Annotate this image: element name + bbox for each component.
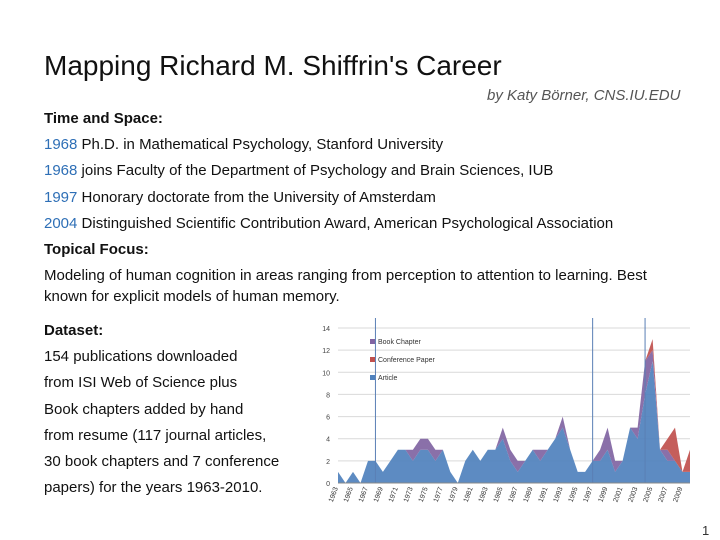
x-tick-label: 2003 bbox=[627, 486, 640, 504]
x-tick-label: 1971 bbox=[387, 486, 400, 504]
timeline-year: 1968 bbox=[44, 162, 78, 180]
legend-label: Conference Paper bbox=[378, 357, 435, 364]
x-tick-label: 2001 bbox=[612, 486, 625, 504]
x-tick-label: 1989 bbox=[522, 486, 535, 504]
x-tick-label: 1969 bbox=[372, 486, 385, 504]
x-tick-label: 1975 bbox=[417, 486, 430, 504]
y-tick-label: 6 bbox=[326, 414, 330, 422]
y-tick-label: 12 bbox=[322, 348, 330, 356]
x-tick-label: 1977 bbox=[432, 486, 445, 504]
legend-swatch bbox=[370, 375, 375, 380]
dataset-heading: Dataset: bbox=[44, 322, 104, 339]
legend-swatch bbox=[370, 339, 375, 344]
x-tick-label: 1997 bbox=[582, 486, 595, 504]
x-tick-label: 1985 bbox=[492, 486, 505, 504]
y-tick-label: 0 bbox=[326, 481, 330, 488]
dataset-description bbox=[44, 318, 314, 501]
dataset-line: from resume (117 journal articles, bbox=[44, 426, 267, 444]
dataset-line: papers) for the years 1963-2010. bbox=[44, 479, 263, 497]
timeline-year: 1968 bbox=[44, 136, 78, 154]
x-tick-label: 2009 bbox=[672, 486, 685, 504]
topical-focus-heading: Topical Focus: bbox=[44, 241, 149, 259]
dataset-line: from ISI Web of Science plus bbox=[44, 374, 238, 392]
timeline-item bbox=[44, 185, 684, 211]
x-tick-label: 1993 bbox=[552, 486, 565, 504]
legend-label: Article bbox=[378, 375, 398, 382]
time-space-heading: Time and Space: bbox=[44, 110, 163, 127]
legend-swatch bbox=[370, 357, 375, 362]
page-title: Mapping Richard M. Shiffrin's Career bbox=[44, 50, 502, 81]
timeline-year: 1997 bbox=[44, 188, 78, 206]
x-tick-label: 1981 bbox=[462, 486, 475, 504]
x-tick-label: 1999 bbox=[597, 486, 610, 504]
dataset-line: 154 publications downloaded bbox=[44, 348, 238, 366]
timeline-year: 2004 bbox=[44, 214, 78, 232]
dataset-line: 30 book chapters and 7 conference bbox=[44, 453, 280, 471]
timeline-text: Distinguished Scientific Contribution Award, American Psychological Association bbox=[77, 214, 614, 232]
publications-area-chart bbox=[314, 318, 694, 518]
topical-focus-text: Modeling of human cognition in areas ranging from perception to attention to learning. Best known for explicit models of human memory. bbox=[44, 267, 647, 306]
timeline-item bbox=[44, 158, 684, 184]
x-tick-label: 1973 bbox=[402, 486, 415, 504]
x-tick-label: 1987 bbox=[507, 486, 520, 504]
career-summary bbox=[44, 106, 684, 307]
x-tick-label: 2007 bbox=[657, 486, 670, 504]
page-number: 1 bbox=[702, 523, 710, 538]
x-tick-label: 1965 bbox=[342, 486, 355, 504]
y-tick-label: 14 bbox=[322, 326, 330, 333]
y-tick-label: 4 bbox=[326, 436, 330, 444]
timeline-text: Honorary doctorate from the University of Amsterdam bbox=[77, 188, 436, 206]
y-tick-label: 8 bbox=[326, 392, 330, 400]
dataset-line: Book chapters added by hand bbox=[44, 400, 244, 418]
y-tick-label: 10 bbox=[322, 370, 330, 378]
timeline-text: Ph.D. in Mathematical Psychology, Stanford University bbox=[77, 136, 444, 154]
x-tick-label: 1983 bbox=[477, 486, 490, 504]
y-tick-label: 2 bbox=[326, 458, 330, 466]
timeline-item bbox=[44, 132, 684, 158]
author-byline: by Katy Börner, CNS.IU.EDU bbox=[487, 87, 681, 104]
x-tick-label: 1995 bbox=[567, 486, 580, 504]
legend-label: Book Chapter bbox=[378, 339, 421, 346]
x-tick-label: 1963 bbox=[327, 486, 340, 504]
x-tick-label: 1991 bbox=[537, 486, 550, 504]
timeline-text: joins Faculty of the Department of Psychology and Brain Sciences, IUB bbox=[77, 162, 554, 180]
timeline-item bbox=[44, 211, 684, 237]
x-tick-label: 1979 bbox=[447, 486, 460, 504]
x-tick-label: 2005 bbox=[642, 486, 655, 504]
x-tick-label: 1967 bbox=[357, 486, 370, 504]
